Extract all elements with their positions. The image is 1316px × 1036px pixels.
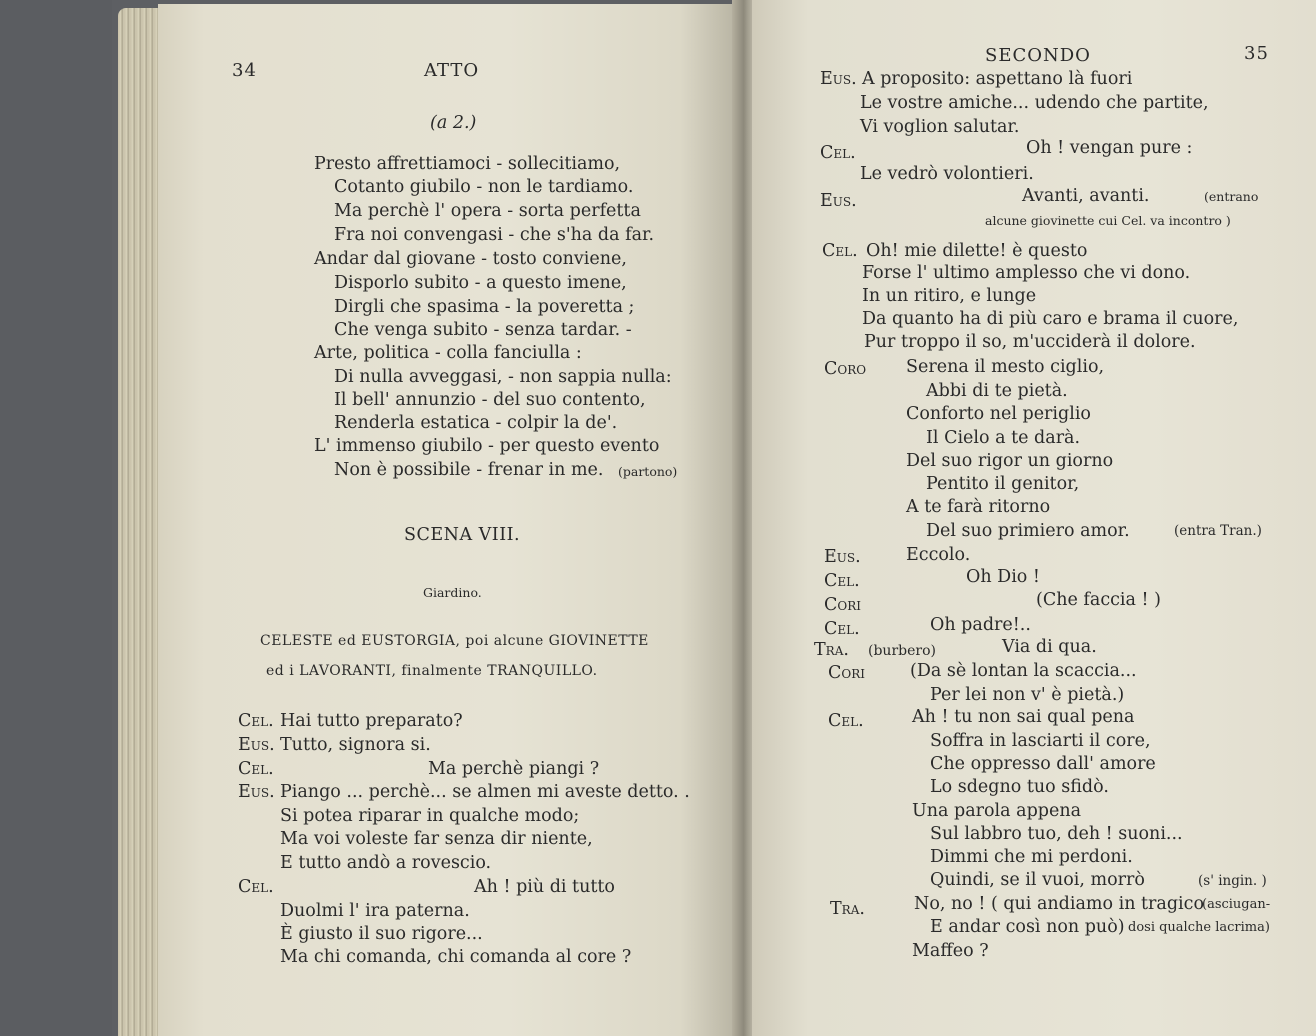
stage-direction: (s' ingin. ) [1198, 873, 1267, 889]
dialogue-line: Il Cielo a te darà. [926, 428, 1081, 448]
dialogue-line: No, no ! ( qui andiamo in tragico [914, 894, 1204, 914]
dialogue-line: Da quanto ha di più caro e brama il cuore, [862, 309, 1239, 329]
dialogue-line: E tutto andò a rovescio. [280, 853, 492, 873]
scene-title: SCENA VIII. [404, 525, 521, 545]
scene-setting: Giardino. [423, 585, 482, 600]
dialogue-line: Maffeo ? [912, 941, 989, 961]
stage-direction: (entrano [1204, 189, 1259, 204]
dialogue-line: (Che faccia ! ) [1036, 590, 1161, 610]
running-head-right: SECONDO [985, 45, 1091, 66]
verse-line: Di nulla avveggasi, - non sappia nulla: [334, 367, 672, 387]
dialogue-line: Sul labbro tuo, deh ! suoni... [930, 824, 1183, 844]
speaker: Eus. [238, 782, 275, 802]
dialogue-line: In un ritiro, e lunge [862, 286, 1037, 306]
verse-line: Non è possibile - frenar in me. [334, 460, 604, 480]
dialogue-line: Le vostre amiche... udendo che partite, [860, 93, 1209, 113]
running-head-left: ATTO [424, 60, 480, 81]
verse-line: Andar dal giovane - tosto conviene, [314, 249, 627, 269]
dialogue-line: Una parola appena [912, 801, 1082, 821]
dialogue-line: Che oppresso dall' amore [930, 754, 1156, 774]
speaker: Cel. [238, 711, 274, 731]
verse-line: Fra noi convengasi - che s'ha da far. [334, 225, 655, 245]
stage-direction: (entra Tran.) [1174, 523, 1262, 539]
page-number-right: 35 [1244, 43, 1269, 64]
speaker: Cel. [824, 571, 860, 591]
speaker: Cel. [820, 143, 856, 163]
dialogue-line: Pentito il genitor, [926, 474, 1080, 494]
speaker: Cel. [828, 711, 864, 731]
speaker: Eus. [820, 191, 857, 211]
verse-line: Renderla estatica - colpir la de'. [334, 413, 618, 433]
dialogue-line: Del suo rigor un giorno [906, 451, 1114, 471]
dialogue-line: A proposito: aspettano là fuori [862, 69, 1133, 89]
speaker: Coro [824, 359, 867, 379]
dialogue-line: Pur troppo il so, m'ucciderà il dolore. [864, 332, 1196, 352]
speaker: Eus. [824, 547, 861, 567]
verse-line: Dirgli che spasima - la poveretta ; [334, 297, 635, 317]
speaker: Tra. [830, 899, 865, 919]
verse-line: Il bell' annunzio - del suo contento, [334, 390, 646, 410]
dialogue-line: Oh! mie dilette! è questo [866, 241, 1088, 261]
dialogue-line: Hai tutto preparato? [280, 711, 463, 731]
dialogue-line: Duolmi l' ira paterna. [280, 901, 470, 921]
stage-direction: alcune giovinette cui Cel. va incontro ) [985, 213, 1231, 228]
verse-line: Presto affrettiamoci - sollecitiamo, [314, 154, 621, 174]
stage-direction: dosi qualche lacrima) [1128, 920, 1270, 935]
dialogue-line: Conforto nel periglio [906, 404, 1091, 424]
dialogue-line: Quindi, se il vuoi, morrò [930, 870, 1145, 890]
dialogue-line: Per lei non v' è pietà.) [930, 685, 1125, 705]
dialogue-line: Tutto, signora si. [280, 735, 431, 755]
dialogue-line: Eccolo. [906, 545, 971, 565]
dialogue-line: Avanti, avanti. [1022, 186, 1150, 206]
dialogue-line: Dimmi che mi perdoni. [930, 847, 1133, 867]
dialogue-line: Abbi di te pietà. [926, 381, 1068, 401]
stage-direction: (partono) [618, 464, 678, 479]
speaker: Cori [824, 595, 862, 615]
dialogue-line: Oh ! vengan pure : [1026, 138, 1193, 158]
stage-direction: (burbero) [868, 643, 936, 659]
dialogue-line: Forse l' ultimo amplesso che vi dono. [862, 263, 1191, 283]
speaker: Eus. [238, 735, 275, 755]
dialogue-line: Vi voglion salutar. [860, 117, 1020, 137]
background-strip [0, 0, 112, 1036]
dialogue-line: Ah ! più di tutto [474, 877, 615, 897]
speaker: Cel. [238, 759, 274, 779]
verse-line: Arte, politica - colla fanciulla : [314, 343, 582, 363]
dialogue-line: Oh Dio ! [966, 567, 1040, 587]
dialogue-line: Ah ! tu non sai qual pena [912, 707, 1135, 727]
dialogue-line: Ma voi voleste far senza dir niente, [280, 829, 593, 849]
dialogue-line: È giusto il suo rigore... [280, 924, 483, 944]
speaker: Eus. [820, 69, 857, 89]
dialogue-line: A te farà ritorno [906, 497, 1051, 517]
dialogue-line: Soffra in lasciarti il core, [930, 731, 1151, 751]
verse-line: Che venga subito - senza tardar. - [334, 320, 632, 340]
cast-list-line1: CELESTE ed EUSTORGIA, poi alcune GIOVINETTE [260, 633, 649, 649]
speaker: Tra. [814, 640, 849, 660]
dialogue-line: Si potea riparar in qualche modo; [280, 806, 580, 826]
speaker: Cel. [824, 619, 860, 639]
dialogue-line: Ma chi comanda, chi comanda al core ? [280, 947, 632, 967]
dialogue-line: Lo sdegno tuo sfidò. [930, 777, 1109, 797]
dialogue-line: Oh padre!.. [930, 615, 1031, 635]
verse-line: Disporlo subito - a questo imene, [334, 273, 627, 293]
verse-line: Ma perchè l' opera - sorta perfetta [334, 201, 641, 221]
dialogue-line: Serena il mesto ciglio, [906, 357, 1105, 377]
dialogue-line: Piango ... perchè... se almen mi aveste detto. . [280, 782, 690, 802]
dialogue-line: Del suo primiero amor. [926, 521, 1130, 541]
dialogue-line: Le vedrò volontieri. [860, 164, 1034, 184]
speaker: Cori [828, 663, 866, 683]
speaker: Cel. [238, 877, 274, 897]
stage-direction: (asciugan- [1202, 897, 1271, 912]
dialogue-line: Ma perchè piangi ? [428, 759, 600, 779]
speaker: Cel. [822, 241, 858, 261]
a-due: (a 2.) [430, 113, 477, 133]
page-number-left: 34 [232, 60, 257, 81]
cast-list-line2: ed i LAVORANTI, finalmente TRANQUILLO. [266, 663, 598, 679]
verse-line: Cotanto giubilo - non le tardiamo. [334, 177, 634, 197]
dialogue-line: (Da sè lontan la scaccia... [910, 661, 1137, 681]
dialogue-line: Via di qua. [1002, 637, 1097, 657]
dialogue-line: E andar così non può) [930, 917, 1125, 937]
verse-line: L' immenso giubilo - per questo evento [314, 436, 660, 456]
